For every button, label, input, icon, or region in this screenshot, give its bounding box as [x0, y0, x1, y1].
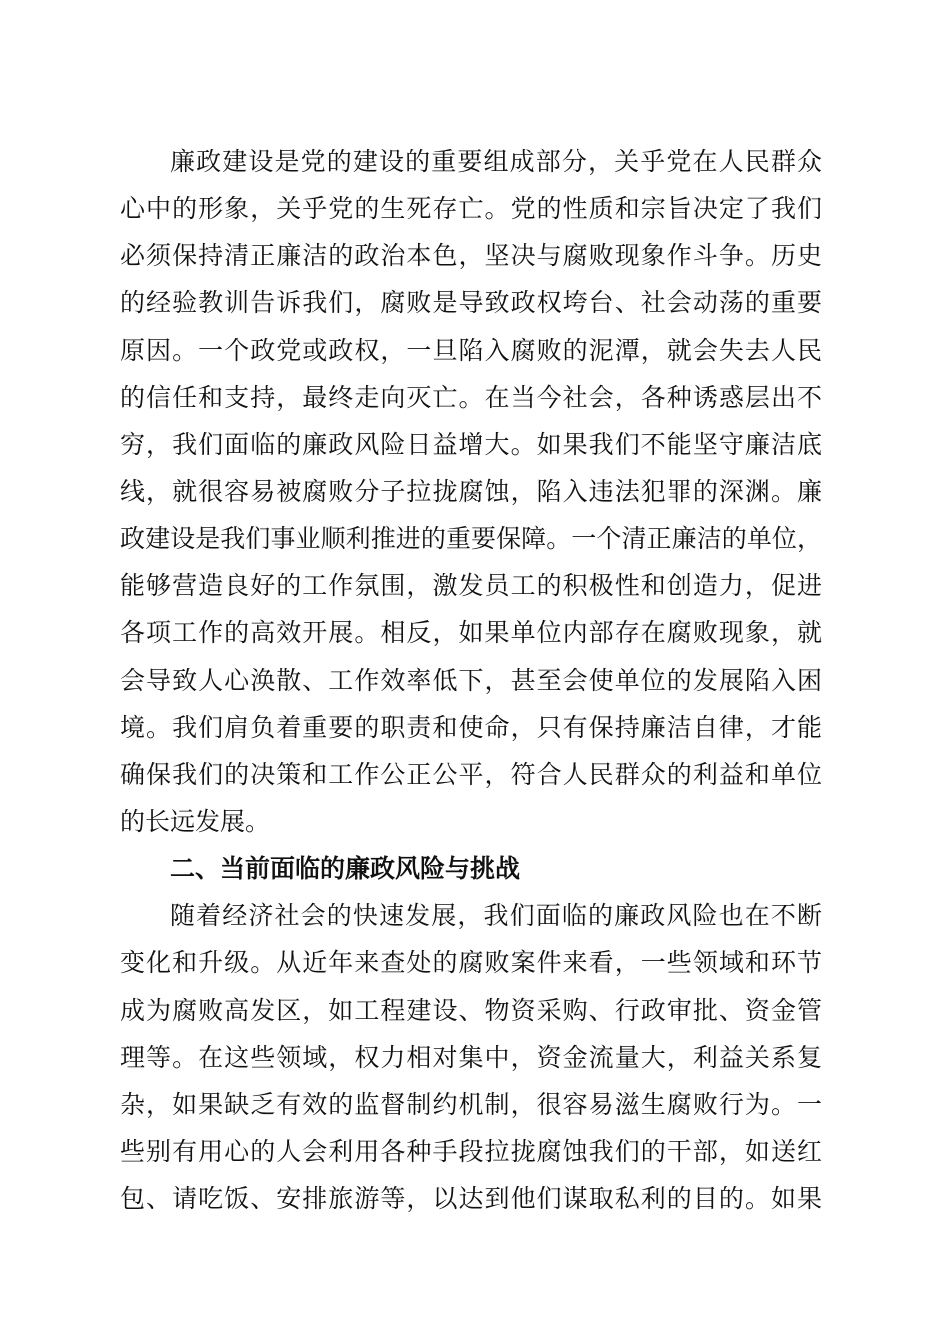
- paragraph-line: 随着经济社会的快速发展，我们面临的廉政风险也在不断: [170, 901, 822, 931]
- paragraph-line: 各项工作的高效开展。相反，如果单位内部存在腐败现象，就: [120, 618, 822, 648]
- paragraph-line: 穷，我们面临的廉政风险日益增大。如果我们不能坚守廉洁底: [120, 429, 822, 459]
- paragraph-line: 必须保持清正廉洁的政治本色，坚决与腐败现象作斗争。历史: [120, 241, 822, 271]
- paragraph-line: 政建设是我们事业顺利推进的重要保障。一个清正廉洁的单位，: [120, 524, 822, 554]
- paragraph-line: 理等。在这些领域，权力相对集中，资金流量大，利益关系复: [120, 1042, 822, 1072]
- paragraph-line: 心中的形象，关乎党的生死存亡。党的性质和宗旨决定了我们: [120, 194, 822, 224]
- paragraph-line: 包、请吃饭、安排旅游等，以达到他们谋取私利的目的。如果: [120, 1184, 822, 1214]
- paragraph-line: 成为腐败高发区，如工程建设、物资采购、行政审批、资金管: [120, 995, 822, 1025]
- paragraph-line: 廉政建设是党的建设的重要组成部分，关乎党在人民群众: [170, 147, 822, 176]
- paragraph-line: 能够营造良好的工作氛围，激发员工的积极性和创造力，促进: [120, 571, 822, 601]
- paragraph-line: 的经验教训告诉我们，腐败是导致政权垮台、社会动荡的重要: [120, 288, 822, 318]
- paragraph-line: 些别有用心的人会利用各种手段拉拢腐蚀我们的干部，如送红: [120, 1136, 822, 1166]
- paragraph-line: 确保我们的决策和工作公正公平，符合人民群众的利益和单位: [120, 759, 822, 789]
- paragraph-line: 杂，如果缺乏有效的监督制约机制，很容易滋生腐败行为。一: [120, 1089, 822, 1119]
- paragraph-line: 的信任和支持，最终走向灭亡。在当今社会，各种诱惑层出不: [120, 382, 822, 412]
- document-page: [120, 138, 822, 1222]
- paragraph-line: 线，就很容易被腐败分子拉拢腐蚀，陷入违法犯罪的深渊。廉: [120, 476, 822, 506]
- section-heading: 二、当前面临的廉政风险与挑战: [170, 854, 521, 884]
- paragraph-line: 原因。一个政党或政权，一旦陷入腐败的泥潭，就会失去人民: [120, 335, 822, 365]
- paragraph-line: 会导致人心涣散、工作效率低下，甚至会使单位的发展陷入困: [120, 665, 822, 695]
- paragraph-2: [120, 892, 822, 1222]
- paragraph-line: 变化和升级。从近年来查处的腐败案件来看，一些领域和环节: [120, 948, 822, 978]
- paragraph-line: 境。我们肩负着重要的职责和使命，只有保持廉洁自律，才能: [120, 712, 822, 742]
- paragraph-1: [120, 138, 822, 845]
- paragraph-line: 的长远发展。: [120, 806, 271, 836]
